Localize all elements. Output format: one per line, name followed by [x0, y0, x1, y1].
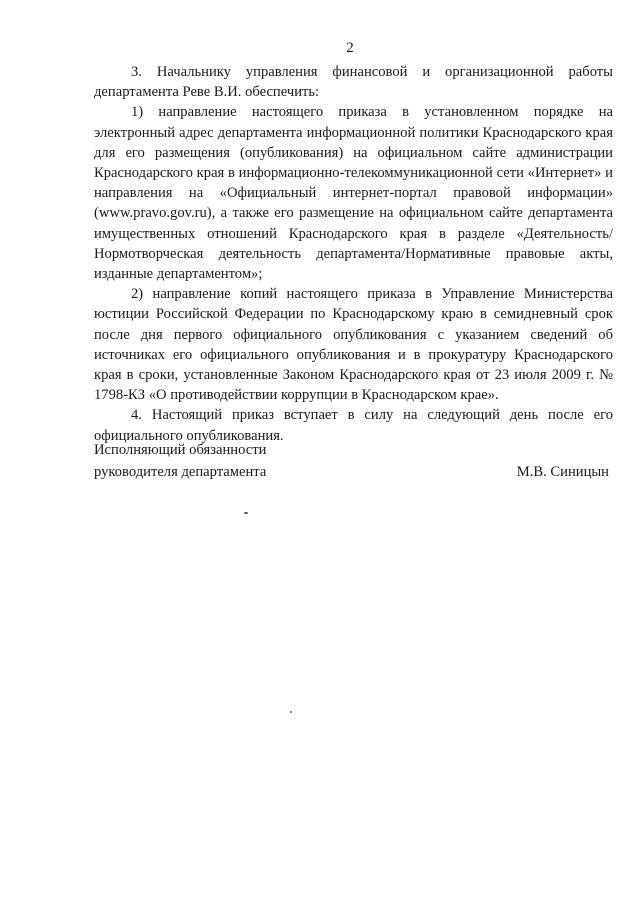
page-number: 2: [346, 40, 354, 56]
paragraph-item-3-2: 2) направление копий настоящего приказа в Управление Министерства юстиции Российской Федерации по Краснодарскому краю в семидневный срок после дня первого официального опубликования с указанием сведений об источниках его официального опубликования и в прокуратуру Краснодарского края в сроки, установленные Законом Краснодарского края от 23 июля 2009 г. № 1798-КЗ «О противодействии коррупции в Краснодарском крае».: [94, 286, 613, 404]
signatory-title-line1: Исполняющий обязанности: [94, 442, 267, 458]
scan-speck: [290, 711, 292, 713]
paragraph-item-4: 4. Настоящий приказ вступает в силу на следующий день после его официального опубликования.: [94, 407, 613, 444]
paragraph-item-3-1: 1) направление настоящего приказа в установленном порядке на электронный адрес департамента информационной политики Краснодарского края для его размещения (опубликования) на официальном сайте администрации Краснодарского края в информационно-телекоммуникационной сети «Интернет» и направления на «Официальный интернет-портал правовой информации» (www.pravo.gov.ru), а также его размещение на официальном сайте департамента имущественных отношений Краснодарского края в разделе «Деятельность/Нормотворческая деятельность департамента/Нормативные правовые акты, изданные департаментом»;: [94, 104, 613, 283]
document-body: [94, 62, 613, 446]
signatory-title-line2: руководителя департамента: [94, 464, 267, 480]
signature-block: [94, 439, 609, 483]
scan-speck: [244, 512, 248, 514]
signatory-name: М.В. Синицын: [516, 464, 609, 480]
paragraph-item-3: 3. Начальнику управления финансовой и организационной работы департамента Реве В.И. обеспечить:: [94, 64, 613, 101]
